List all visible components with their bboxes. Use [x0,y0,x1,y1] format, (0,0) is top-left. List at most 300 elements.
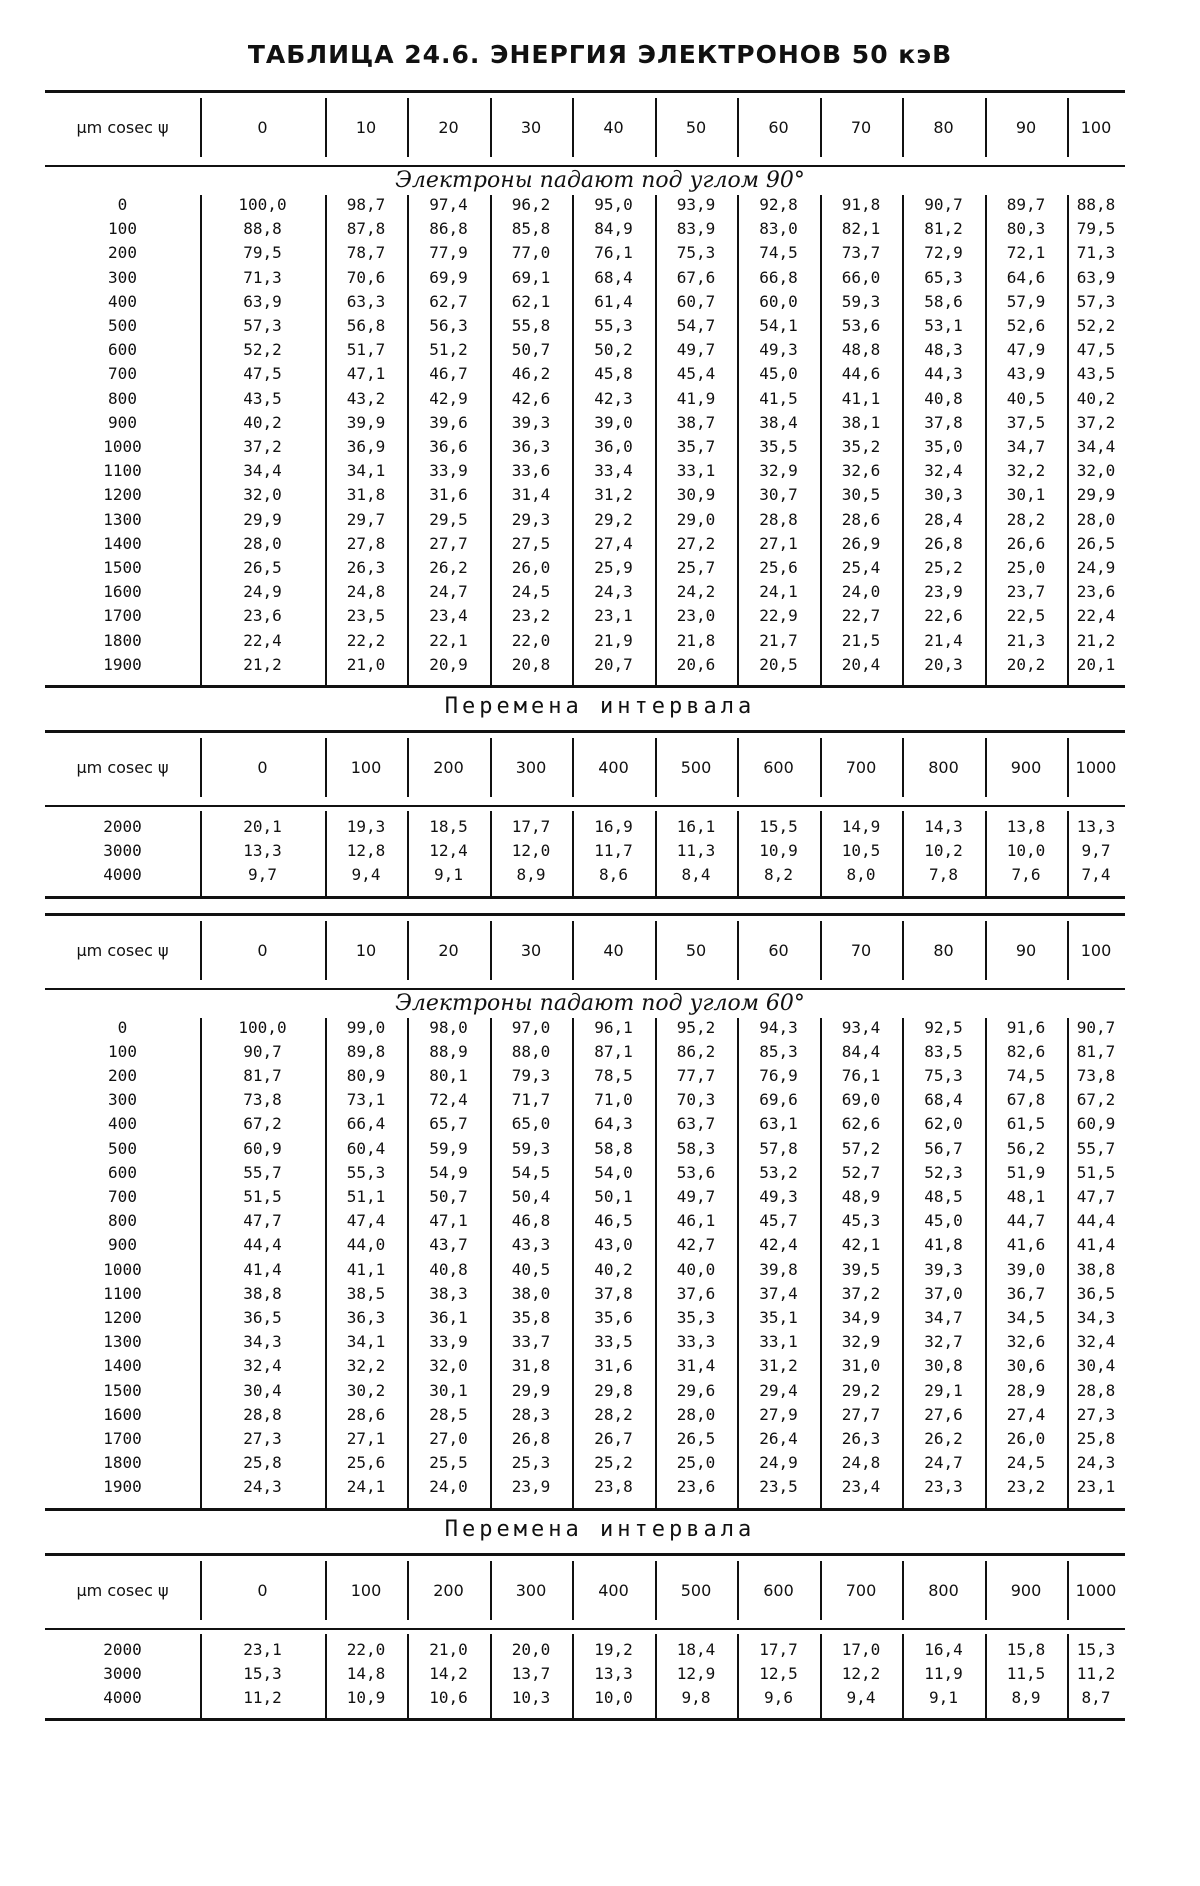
table-cell: 47,1 [429,1211,468,1231]
table-cell: 55,7 [1076,1138,1116,1158]
table-cell: 24,8 [841,1453,881,1473]
table-cell: 48,1 [1006,1187,1046,1206]
table-cell: 32,4 [924,461,963,481]
table-cell: 32,6 [841,461,881,481]
table-cell: 47,1 [346,364,386,384]
body-divider [1067,1018,1069,1508]
table-cell: 76,1 [594,243,633,263]
table-cell: 31,8 [511,1356,551,1376]
table-cell: 62,7 [429,291,468,311]
table-cell: 32,0 [1076,461,1116,481]
table-cell: 21,7 [759,630,798,650]
table-cell: 8,9 [1011,1688,1041,1707]
table-cell: 45,0 [759,364,798,384]
body-divider [985,1634,987,1719]
table-cell: 36,3 [346,1308,386,1327]
table-cell: 12,8 [346,841,386,861]
table-cell: 39,3 [511,412,551,432]
table-cell: 39,3 [924,1259,963,1279]
table-cell: 71,3 [243,267,282,287]
header-divider [490,738,492,797]
table-cell: 88,8 [243,219,282,239]
table-cell: 27,7 [841,1404,881,1424]
row-label: 1900 [103,1477,142,1497]
table-cell: 37,8 [924,412,963,432]
table-cell: 25,2 [924,558,963,577]
table-cell: 79,3 [511,1066,551,1085]
row-label: 1100 [103,1283,142,1303]
header-divider [820,98,822,157]
row-label: 200 [108,243,137,263]
table-cell: 8,9 [516,865,546,885]
table-cell: 22,4 [243,630,282,650]
table-cell: 80,9 [346,1066,386,1085]
table-cell: 23,4 [429,606,468,626]
table-cell: 49,3 [759,1187,798,1206]
column-header: 20 [438,940,459,960]
table-cell: 22,7 [841,606,881,626]
table-cell: 37,0 [924,1283,963,1303]
table-cell: 47,4 [346,1211,386,1231]
row-label: 1300 [103,1332,142,1352]
header-divider [737,921,739,980]
table-cell: 47,9 [1006,340,1046,360]
table-cell: 26,3 [841,1429,881,1448]
table-cell: 97,4 [429,195,468,214]
table-cell: 12,2 [841,1663,881,1683]
table-cell: 23,6 [243,606,282,626]
header-divider [407,738,409,797]
table-cell: 30,2 [346,1380,386,1400]
row-label: 400 [108,291,137,311]
table-cell: 88,8 [1076,195,1116,214]
table-cell: 31,8 [346,485,386,505]
table-cell: 60,4 [346,1138,386,1158]
table-cell: 82,1 [841,219,881,239]
column-header: 90 [1015,940,1037,960]
table-cell: 33,9 [429,461,468,481]
table-cell: 41,8 [924,1235,963,1255]
table-cell: 45,7 [759,1211,798,1231]
column-header: 200 [433,1580,464,1600]
table-cell: 20,2 [1006,654,1046,674]
table-cell: 27,4 [594,533,633,553]
table-cell: 59,3 [841,291,881,311]
table-cell: 20,7 [594,654,633,674]
table-cell: 55,3 [594,316,633,335]
table-cell: 26,9 [841,533,881,553]
row-label: 3000 [103,841,142,861]
table-cell: 38,4 [759,412,798,432]
table-cell: 37,4 [759,1283,798,1303]
header-divider [820,738,822,797]
table-cell: 57,3 [1076,291,1116,311]
table-cell: 50,4 [511,1187,551,1206]
interval-change-note: Перемена интервала [444,694,756,719]
row-label: 300 [108,267,137,287]
table-cell: 91,6 [1006,1017,1046,1037]
table-cell: 36,9 [346,437,386,456]
header-divider [985,738,987,797]
table-cell: 13,3 [243,841,282,861]
table-cell: 24,9 [1076,558,1116,577]
row-label: 700 [108,1187,137,1206]
table-cell: 21,2 [243,654,282,674]
table-cell: 44,3 [924,364,963,384]
table-cell: 26,4 [759,1429,798,1448]
table-cell: 22,2 [346,630,386,650]
table-cell: 24,1 [346,1477,386,1497]
table-cell: 32,7 [924,1332,963,1352]
table-cell: 28,6 [841,509,881,529]
table-cell: 21,2 [1076,630,1116,650]
table-cell: 60,0 [759,291,798,311]
table-cell: 80,3 [1006,219,1046,239]
table-cell: 62,0 [924,1114,963,1134]
row-label: 300 [108,1090,137,1110]
table-cell: 96,2 [511,195,551,214]
table-cell: 8,7 [1081,1688,1111,1707]
header-divider [985,98,987,157]
row-label: 900 [108,412,137,432]
body-divider [200,1018,202,1508]
table-cell: 68,4 [924,1090,963,1110]
table-cell: 69,1 [511,267,551,287]
table-cell: 31,0 [841,1356,881,1376]
header-divider [200,738,202,797]
table-cell: 48,9 [841,1187,881,1206]
table-cell: 23,4 [841,1477,881,1497]
table-cell: 27,3 [243,1429,282,1448]
column-header: 100 [350,1580,382,1600]
table-cell: 38,0 [511,1283,551,1303]
table-cell: 31,6 [429,485,468,505]
table-cell: 31,4 [511,485,551,505]
body-divider [737,1634,739,1719]
table-title: ТАБЛИЦА 24.6. ЭНЕРГИЯ ЭЛЕКТРОНОВ 50 кэВ [247,40,953,69]
section-top-rule [45,913,1125,916]
table-cell: 39,5 [841,1259,881,1279]
table-cell: 60,9 [243,1138,282,1158]
table-cell: 69,0 [841,1090,881,1110]
table-cell: 37,5 [1006,412,1046,432]
column-header: 100 [1080,118,1112,137]
column-header: 80 [933,940,954,960]
table-cell: 87,1 [594,1041,633,1061]
table-cell: 65,3 [924,267,963,287]
section-top-rule [45,1553,1125,1556]
table-cell: 24,9 [243,582,282,602]
column-header: 0 [257,1580,268,1600]
table-cell: 51,2 [429,340,468,360]
table-cell: 52,2 [243,340,282,360]
table-cell: 30,8 [924,1356,963,1376]
table-cell: 25,8 [243,1453,282,1473]
row-label: 500 [108,316,137,335]
table-cell: 39,9 [346,412,386,432]
header-divider [407,1561,409,1620]
table-cell: 8,4 [681,865,711,885]
table-cell: 9,8 [681,1688,711,1707]
table-cell: 37,8 [594,1283,633,1303]
table-cell: 14,8 [346,1663,386,1683]
table-cell: 35,0 [924,437,963,456]
column-header: 500 [680,1580,712,1600]
table-cell: 16,4 [924,1639,963,1659]
column-header: 80 [933,118,954,137]
table-cell: 11,3 [676,841,716,861]
table-cell: 56,8 [346,316,386,335]
body-divider [407,811,409,896]
table-cell: 25,0 [676,1453,716,1473]
table-cell: 21,3 [1006,630,1046,650]
table-cell: 97,0 [511,1017,551,1037]
row-label: 4000 [103,865,142,885]
row-header-label: μm cosec ψ [76,1580,169,1600]
table-cell: 83,5 [924,1041,963,1061]
header-divider [200,98,202,157]
table-cell: 24,7 [429,582,468,602]
body-divider [490,1018,492,1508]
table-cell: 42,4 [759,1235,798,1255]
table-cell: 40,5 [1006,388,1046,408]
table-cell: 8,0 [846,865,876,885]
column-header: 700 [845,758,877,777]
row-label: 1600 [103,1404,142,1424]
table-cell: 73,7 [841,243,881,263]
table-cell: 50,2 [594,340,633,360]
section-caption: Электроны падают под углом 90° [395,168,805,193]
column-header: 100 [350,758,382,777]
table-cell: 14,2 [429,1663,468,1683]
table-cell: 67,2 [243,1114,282,1134]
table-cell: 42,9 [429,388,468,408]
row-header-label: μm cosec ψ [76,758,169,777]
table-cell: 40,0 [676,1259,716,1279]
column-header: 900 [1010,758,1042,777]
table-cell: 90,7 [1076,1017,1116,1037]
column-header: 20 [438,118,459,137]
header-divider [572,98,574,157]
table-cell: 31,4 [676,1356,716,1376]
header-divider [1067,98,1069,157]
table-cell: 23,7 [1006,582,1046,602]
table-cell: 67,6 [676,267,716,287]
table-cell: 42,6 [511,388,551,408]
row-label: 1700 [103,1429,142,1448]
table-cell: 74,5 [759,243,798,263]
table-cell: 43,2 [346,388,386,408]
table-cell: 24,2 [676,582,716,602]
table-cell: 31,2 [759,1356,798,1376]
table-cell: 25,2 [594,1453,633,1473]
table-cell: 53,1 [924,316,963,335]
table-cell: 48,3 [924,340,963,360]
table-cell: 12,9 [676,1663,716,1683]
table-cell: 25,5 [429,1453,468,1473]
row-label: 1600 [103,582,142,602]
table-cell: 26,6 [1006,533,1046,553]
table-cell: 24,1 [759,582,798,602]
table-cell: 30,3 [924,485,963,505]
table-cell: 24,8 [346,582,386,602]
table-cell: 43,0 [594,1235,633,1255]
table-cell: 13,3 [1076,817,1116,836]
table-cell: 78,5 [594,1066,633,1085]
body-divider [655,195,657,685]
table-cell: 11,5 [1006,1663,1046,1683]
row-label: 1000 [103,1259,142,1279]
column-header: 300 [515,1580,547,1600]
header-divider [325,1561,327,1620]
row-label: 1800 [103,1453,142,1473]
column-header: 0 [257,758,268,777]
row-label: 700 [108,364,137,384]
table-cell: 30,4 [243,1380,282,1400]
header-divider [407,98,409,157]
table-cell: 31,2 [594,485,633,505]
row-label: 1400 [103,533,142,553]
header-divider [820,921,822,980]
table-cell: 29,0 [676,509,716,529]
table-cell: 38,3 [429,1283,468,1303]
table-cell: 77,0 [511,243,551,263]
table-cell: 29,4 [759,1380,798,1400]
table-cell: 20,5 [759,654,798,674]
table-cell: 14,9 [841,817,881,836]
table-cell: 88,9 [429,1041,468,1061]
section-caption: Электроны падают под углом 60° [395,990,805,1016]
table-cell: 16,1 [676,817,716,836]
header-divider [655,738,657,797]
table-cell: 27,0 [429,1429,468,1448]
table-cell: 26,8 [511,1429,551,1448]
body-divider [820,1634,822,1719]
table-cell: 28,0 [676,1404,716,1424]
table-cell: 35,2 [841,437,881,456]
table-cell: 95,0 [594,195,633,214]
body-divider [325,1018,327,1508]
table-cell: 28,6 [346,1404,386,1424]
table-cell: 84,9 [594,219,633,239]
table-cell: 66,0 [841,267,881,287]
table-cell: 63,9 [1076,267,1116,287]
table-cell: 23,9 [511,1477,551,1497]
table-cell: 54,0 [594,1162,633,1182]
table-cell: 39,6 [429,412,468,432]
table-cell: 35,3 [676,1308,716,1327]
table-cell: 28,2 [594,1404,633,1424]
table-cell: 25,4 [841,558,881,577]
table-cell: 22,4 [1076,606,1116,626]
table-cell: 9,6 [764,1688,793,1707]
table-cell: 63,9 [243,291,282,311]
body-divider [490,811,492,896]
table-cell: 10,2 [924,841,963,861]
header-divider [985,921,987,980]
table-cell: 75,3 [924,1066,963,1085]
table-cell: 30,5 [841,485,881,505]
table-cell: 30,7 [759,485,798,505]
row-label: 1000 [103,437,142,456]
table-cell: 14,3 [924,817,963,836]
table-cell: 41,9 [676,388,716,408]
table-cell: 77,9 [429,243,468,263]
table-cell: 29,5 [429,509,468,529]
table-cell: 22,1 [429,630,468,650]
header-bottom-rule [45,805,1125,807]
table-cell: 55,8 [511,316,551,335]
body-divider [325,195,327,685]
table-cell: 25,9 [594,558,633,577]
table-cell: 27,7 [429,533,468,553]
table-cell: 57,3 [243,316,282,335]
header-divider [200,1561,202,1620]
table-cell: 29,1 [924,1380,963,1400]
header-bottom-rule [45,1628,1125,1630]
table-cell: 18,5 [429,817,468,836]
table-cell: 96,1 [594,1017,633,1037]
table-cell: 24,0 [429,1477,468,1497]
body-divider [902,811,904,896]
table-cell: 37,2 [841,1283,881,1303]
table-cell: 38,8 [1076,1259,1116,1279]
row-label: 1500 [103,558,142,577]
body-divider [655,1018,657,1508]
table-cell: 29,8 [594,1380,633,1400]
table-cell: 32,9 [759,461,798,481]
table-cell: 29,2 [841,1380,881,1400]
row-label: 1100 [103,461,142,481]
table-cell: 27,2 [676,533,716,553]
table-cell: 26,7 [594,1429,633,1448]
header-divider [325,98,327,157]
table-cell: 38,7 [676,412,716,432]
table-cell: 95,2 [676,1017,716,1037]
column-header: 0 [257,118,268,137]
table-cell: 69,9 [429,267,468,287]
table-cell: 98,0 [429,1017,468,1037]
table-cell: 56,3 [429,316,468,335]
table-cell: 45,4 [676,364,716,384]
body-divider [1067,811,1069,896]
table-cell: 23,5 [346,606,386,626]
table-cell: 30,9 [676,485,716,505]
table-cell: 9,1 [434,865,463,885]
table-cell: 10,9 [759,841,798,861]
table-cell: 25,6 [759,558,798,577]
row-label: 800 [108,388,137,408]
header-divider [200,921,202,980]
table-cell: 44,4 [1076,1211,1116,1231]
header-bottom-rule [45,165,1125,167]
table-cell: 36,6 [429,437,468,456]
table-cell: 40,2 [243,412,282,432]
table-cell: 27,4 [1006,1404,1046,1424]
column-header: 0 [257,940,268,960]
table-cell: 25,8 [1076,1429,1116,1448]
header-divider [1067,738,1069,797]
table-cell: 34,3 [1076,1308,1116,1327]
table-cell: 20,4 [841,654,881,674]
body-divider [985,811,987,896]
table-cell: 10,0 [1006,841,1046,861]
table-cell: 23,6 [1076,582,1116,602]
table-cell: 23,2 [511,606,551,626]
table-cell: 51,5 [243,1187,282,1206]
body-divider [985,195,987,685]
header-bottom-rule [45,988,1125,990]
